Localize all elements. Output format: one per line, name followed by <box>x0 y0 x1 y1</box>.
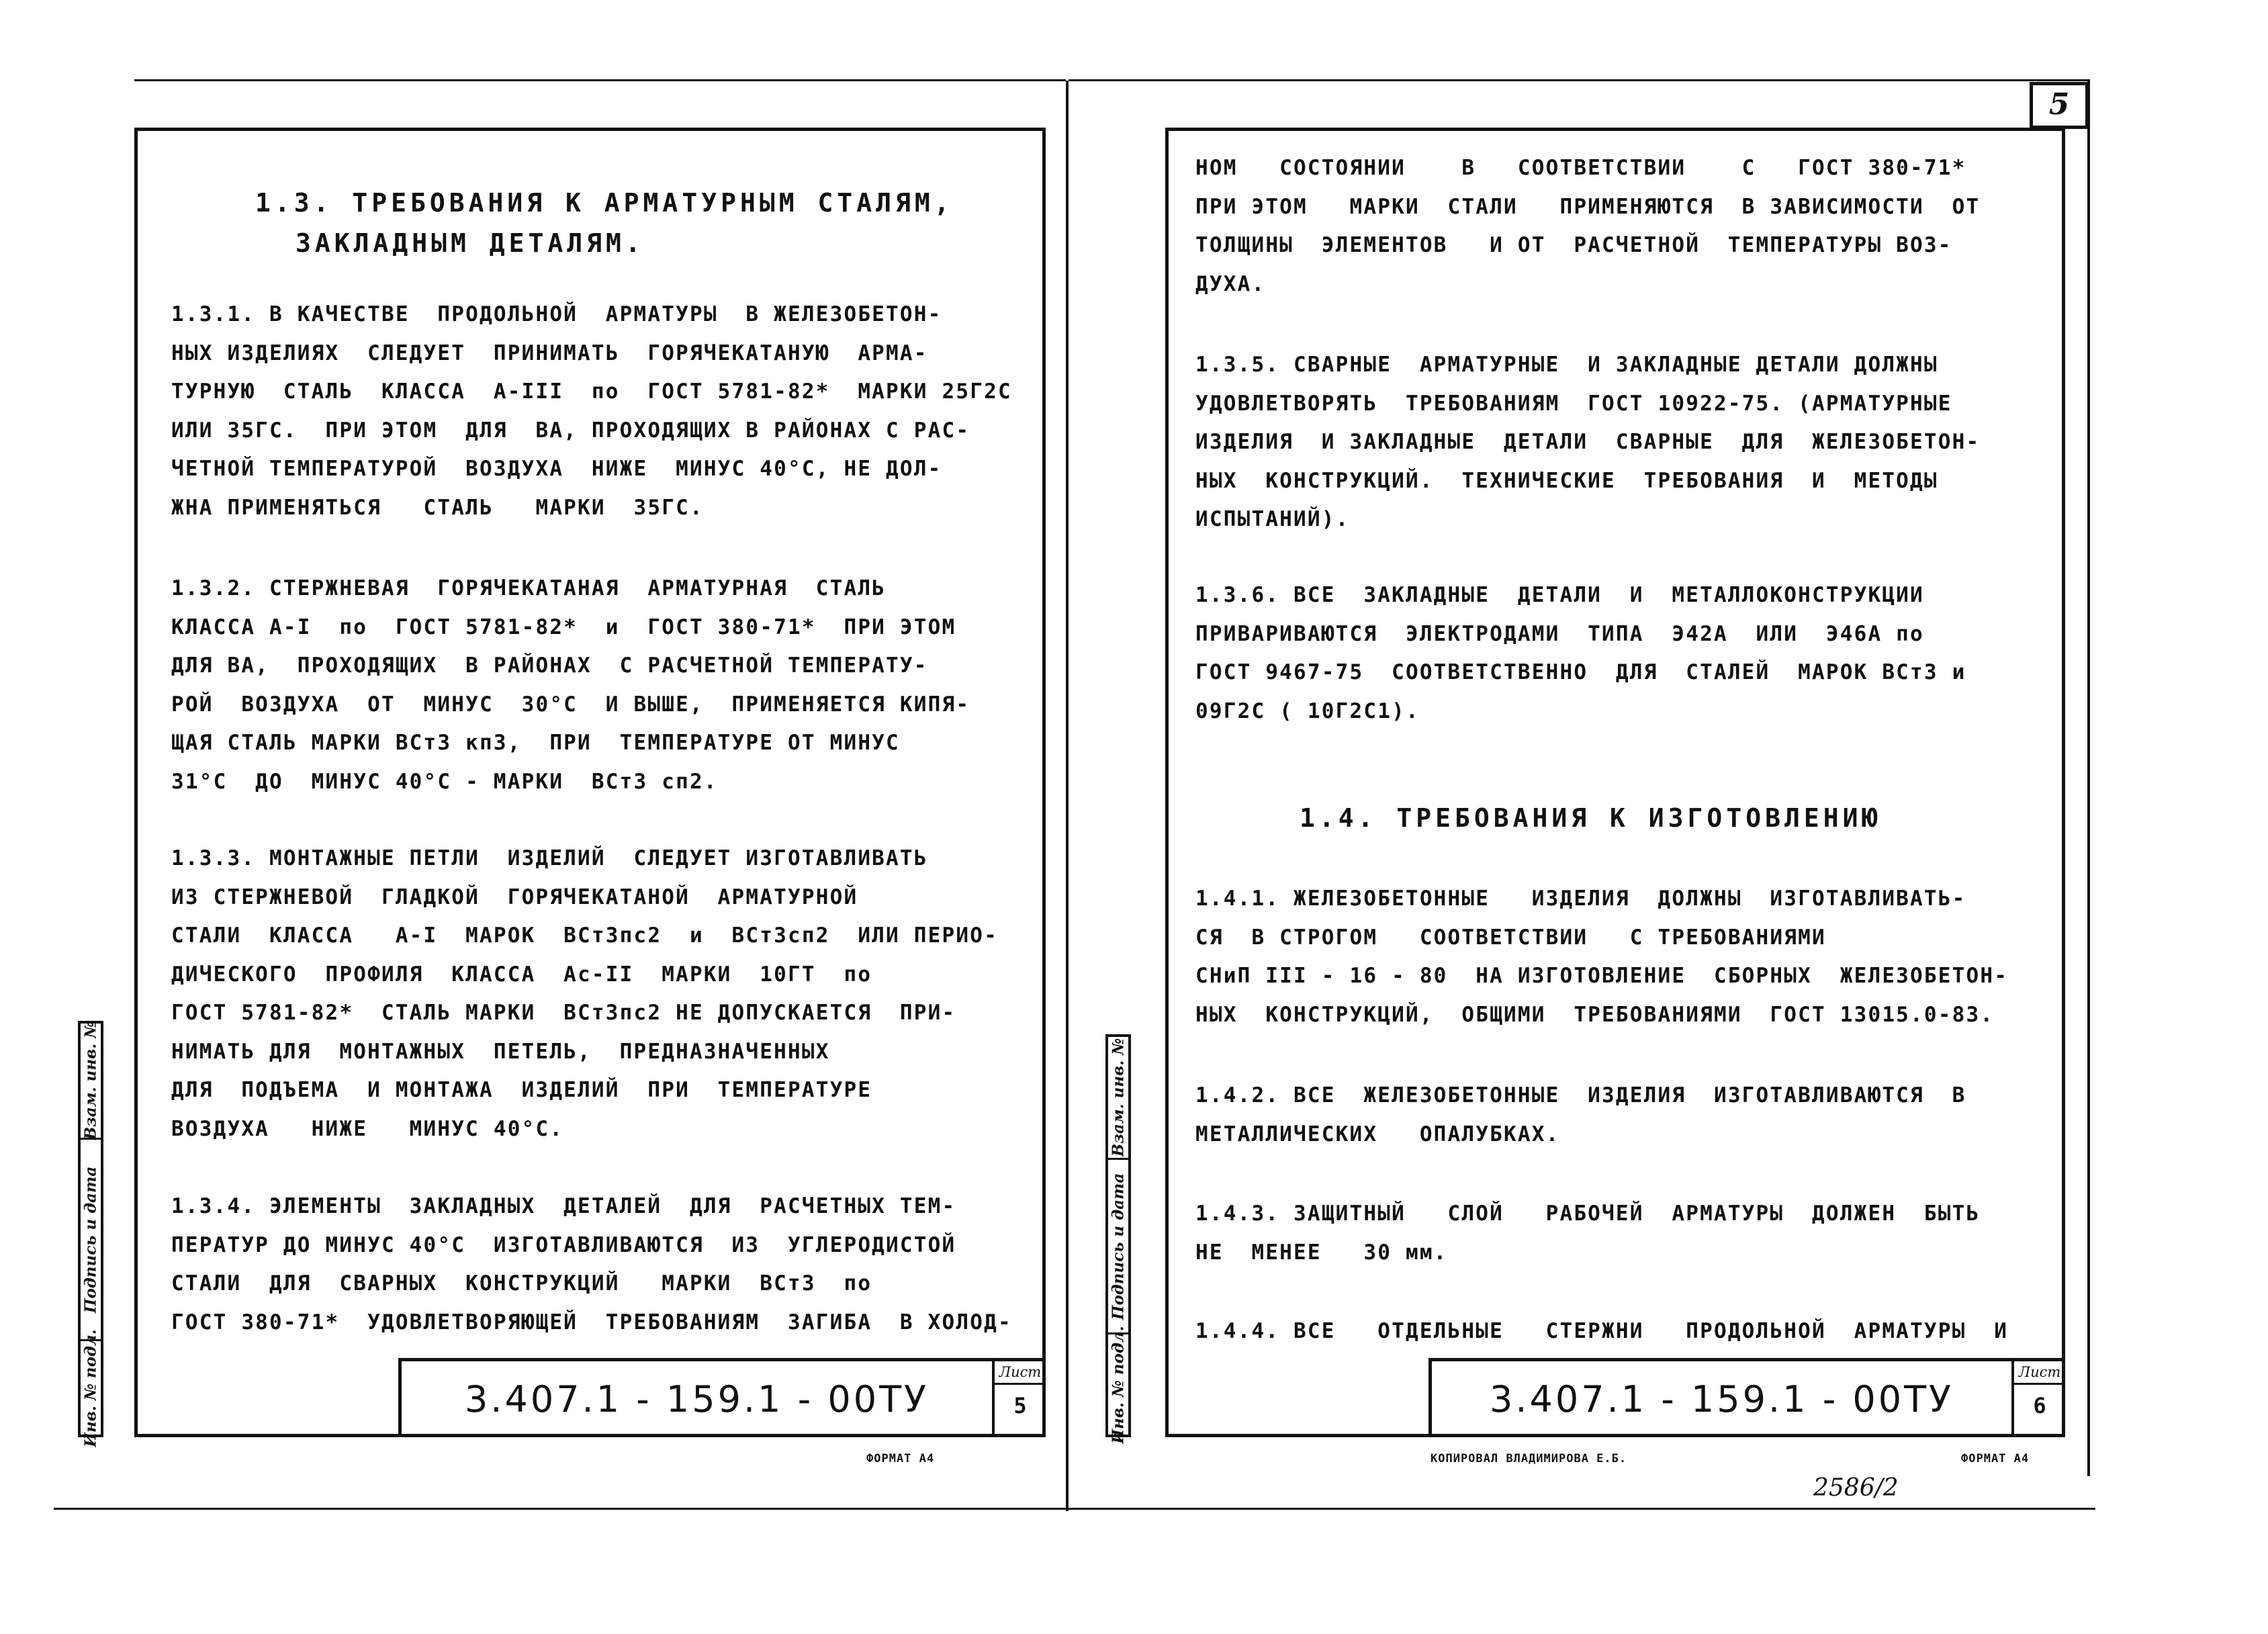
left-sheet-label: Лист <box>995 1361 1046 1385</box>
left-strip-swap-label: Взам. инв. № <box>81 1021 100 1140</box>
right-strip-cell-sign <box>1108 1158 1128 1332</box>
section-1-4-heading: 1.4. ТРЕБОВАНИЯ К ИЗГОТОВЛЕНИЮ <box>1300 803 1882 833</box>
left-side-stamp <box>78 1021 103 1447</box>
left-sheet-number: 5 <box>1013 1393 1027 1418</box>
left-strip-cell-swap <box>81 1021 101 1140</box>
paragraph-1-4-2: 1.4.2. ВСЕ ЖЕЛЕЗОБЕТОННЫЕ ИЗДЕЛИЯ ИЗГОТАВЛИВАЮТСЯ В МЕТАЛЛИЧЕСКИХ ОПАЛУБКАХ. <box>1195 1083 1966 1146</box>
right-strip-cell-swap <box>1108 1037 1128 1158</box>
right-strip-cell-inv <box>1108 1325 1128 1444</box>
paragraph-1-4-4: 1.4.4. ВСЕ ОТДЕЛЬНЫЕ СТЕРЖНИ ПРОДОЛЬНОЙ АРМАТУРЫ И <box>1195 1319 2009 1343</box>
right-top-edge <box>1069 79 2089 81</box>
right-title-block <box>1428 1358 2065 1437</box>
archive-number: 2586/2 <box>1813 1474 1899 1502</box>
section-1-3-heading-line2: ЗАКЛАДНЫМ ДЕТАЛЯМ. <box>296 228 645 258</box>
paragraph-1-4-1: 1.4.1. ЖЕЛЕЗОБЕТОННЫЕ ИЗДЕЛИЯ ДОЛЖНЫ ИЗГОТАВЛИВАТЬ- СЯ В СТРОГОМ СООТВЕТСТВИИ С ТРЕБОВАНИЯМИ СНиП III - 16 - 80 НА ИЗГОТОВЛЕНИЕ СБОРНЫХ ЖЕЛЕЗОБЕТОН- НЫХ КОНСТРУКЦИЙ, ОБЩИМИ ТРЕБОВАНИЯМИ ГОСТ 13015.0-83. <box>1195 887 2009 1027</box>
right-corner-page-number: 5 <box>2030 82 2089 129</box>
right-strip-inv-label: Инв. № подл. <box>1109 1325 1128 1444</box>
paragraph-1-3-5: 1.3.5. СВАРНЫЕ АРМАТУРНЫЕ И ЗАКЛАДНЫЕ ДЕТАЛИ ДОЛЖНЫ УДОВЛЕТВОРЯТЬ ТРЕБОВАНИЯМ ГОСТ 10922-75. (АРМАТУРНЫЕ ИЗДЕЛИЯ И ЗАКЛАДНЫЕ ДЕТАЛИ СВАРНЫЕ ДЛЯ ЖЕЛЕЗОБЕТОН- НЫХ КОНСТРУКЦИЙ. ТЕХНИЧЕСКИЕ ТРЕБОВАНИЯ И МЕТОДЫ ИСПЫТАНИЙ). <box>1195 353 1981 531</box>
left-strip-sign-label: Подпись и дата <box>81 1166 100 1313</box>
paragraph-1-3-1: 1.3.1. В КАЧЕСТВЕ ПРОДОЛЬНОЙ АРМАТУРЫ В ЖЕЛЕЗОБЕТОН- НЫХ ИЗДЕЛИЯХ СЛЕДУЕТ ПРИНИМАТЬ ГОРЯЧЕКАТАНУЮ АРМА- ТУРНУЮ СТАЛЬ КЛАССА А-III по ГОСТ 5781-82* МАРКИ 25Г2С ИЛИ 35ГС. ПРИ ЭТОМ ДЛЯ ВА, ПРОХОДЯЩИХ В РАЙОНАХ С РАС- ЧЕТНОЙ ТЕМПЕРАТУРОЙ ВОЗДУХА НИЖЕ МИНУС 40°С, НЕ ДОЛ- ЖНА ПРИМЕНЯТЬСЯ СТАЛЬ МАРКИ 35ГС. <box>171 302 1012 520</box>
right-sheet-label: Лист <box>2014 1361 2065 1385</box>
right-outer-edge <box>2087 79 2090 1476</box>
section-1-3-heading-line1: 1.3. ТРЕБОВАНИЯ К АРМАТУРНЫМ СТАЛЯМ, <box>255 188 954 218</box>
left-format-label: ФОРМАТ А4 <box>866 1452 935 1465</box>
paragraph-1-4-3: 1.4.3. ЗАЩИТНЫЙ СЛОЙ РАБОЧЕЙ АРМАТУРЫ ДОЛЖЕН БЫТЬ НЕ МЕНЕЕ 30 мм. <box>1195 1201 1981 1265</box>
left-document-code: 3.407.1 - 159.1 - 00ТУ <box>465 1378 929 1420</box>
right-strip-swap-label: Взам. инв. № <box>1109 1038 1128 1157</box>
paragraph-1-3-4: 1.3.4. ЭЛЕМЕНТЫ ЗАКЛАДНЫХ ДЕТАЛЕЙ ДЛЯ РАСЧЕТНЫХ ТЕМ- ПЕРАТУР ДО МИНУС 40°С ИЗГОТАВЛИВАЮТСЯ ИЗ УГЛЕРОДИСТОЙ СТАЛИ ДЛЯ СВАРНЫХ КОНСТРУКЦИЙ МАРКИ ВСт3 по ГОСТ 380-71* УДОВЛЕТВОРЯЮЩЕЙ ТРЕБОВАНИЯМ ЗАГИБА В ХОЛОД- <box>171 1194 1012 1334</box>
right-sheet-number: 6 <box>2033 1393 2046 1418</box>
right-format-label: ФОРМАТ А4 <box>1961 1452 2030 1465</box>
section-1-3-heading <box>255 183 954 263</box>
paragraph-1-3-2: 1.3.2. СТЕРЖНЕВАЯ ГОРЯЧЕКАТАНАЯ АРМАТУРНАЯ СТАЛЬ КЛАССА А-I по ГОСТ 5781-82* и ГОСТ 380-71* ПРИ ЭТОМ ДЛЯ ВА, ПРОХОДЯЩИХ В РАЙОНАХ С РАСЧЕТНОЙ ТЕМПЕРАТУ- РОЙ ВОЗДУХА ОТ МИНУС 30°С И ВЫШЕ, ПРИМЕНЯЕТСЯ КИПЯ- ЩАЯ СТАЛЬ МАРКИ ВСт3 кп3, ПРИ ТЕМПЕРАТУРЕ ОТ МИНУС 31°С ДО МИНУС 40°С - МАРКИ ВСт3 сп2. <box>171 576 970 794</box>
right-sheet-cell <box>2011 1361 2065 1437</box>
paragraph-1-3-3: 1.3.3. МОНТАЖНЫЕ ПЕТЛИ ИЗДЕЛИЙ СЛЕДУЕТ ИЗГОТАВЛИВАТЬ ИЗ СТЕРЖНЕВОЙ ГЛАДКОЙ ГОРЯЧЕКАТАНОЙ АРМАТУРНОЙ СТАЛИ КЛАССА А-I МАРОК ВСт3пс2 и ВСт3сп2 ИЛИ ПЕРИО- ДИЧЕСКОГО ПРОФИЛЯ КЛАССА Ас-II МАРКИ 10ГТ по ГОСТ 5781-82* СТАЛЬ МАРКИ ВСт3пс2 НЕ ДОПУСКАЕТСЯ ПРИ- НИМАТЬ ДЛЯ МОНТАЖНЫХ ПЕТЕЛЬ, ПРЕДНАЗНАЧЕННЫХ ДЛЯ ПОДЪЕМА И МОНТАЖА ИЗДЕЛИЙ ПРИ ТЕМПЕРАТУРЕ ВОЗДУХА НИЖЕ МИНУС 40°С. <box>171 846 998 1141</box>
paragraph-1-3-6: 1.3.6. ВСЕ ЗАКЛАДНЫЕ ДЕТАЛИ И МЕТАЛЛОКОНСТРУКЦИИ ПРИВАРИВАЮТСЯ ЭЛЕКТРОДАМИ ТИПА Э42А ИЛИ Э46А по ГОСТ 9467-75 СООТВЕТСТВЕННО ДЛЯ СТАЛЕЙ МАРОК ВСт3 и 09Г2С ( 10Г2С1). <box>1195 583 1966 723</box>
center-fold-line <box>1066 81 1069 1511</box>
left-strip-cell-inv <box>81 1328 101 1447</box>
left-top-edge <box>134 79 1066 81</box>
bottom-cut-line <box>54 1508 2095 1510</box>
right-document-code: 3.407.1 - 159.1 - 00ТУ <box>1490 1378 1954 1420</box>
paragraph-continuation: НОМ СОСТОЯНИИ В СООТВЕТСТВИИ С ГОСТ 380-71* ПРИ ЭТОМ МАРКИ СТАЛИ ПРИМЕНЯЮТСЯ В ЗАВИСИМОСТИ ОТ ТОЛЩИНЫ ЭЛЕМЕНТОВ И ОТ РАСЧЕТНОЙ ТЕМПЕРАТУРЫ ВОЗ- ДУХА. <box>1195 156 1981 296</box>
left-sheet-cell <box>992 1361 1046 1437</box>
right-strip-sign-label: Подпись и дата <box>1109 1173 1128 1320</box>
copied-by-label: КОПИРОВАЛ ВЛАДИМИРОВА Е.Б. <box>1431 1452 1627 1465</box>
left-strip-inv-label: Инв. № подл. <box>81 1328 100 1447</box>
left-title-block <box>398 1358 1046 1437</box>
right-side-stamp <box>1105 1034 1131 1444</box>
left-strip-cell-sign <box>81 1138 101 1339</box>
